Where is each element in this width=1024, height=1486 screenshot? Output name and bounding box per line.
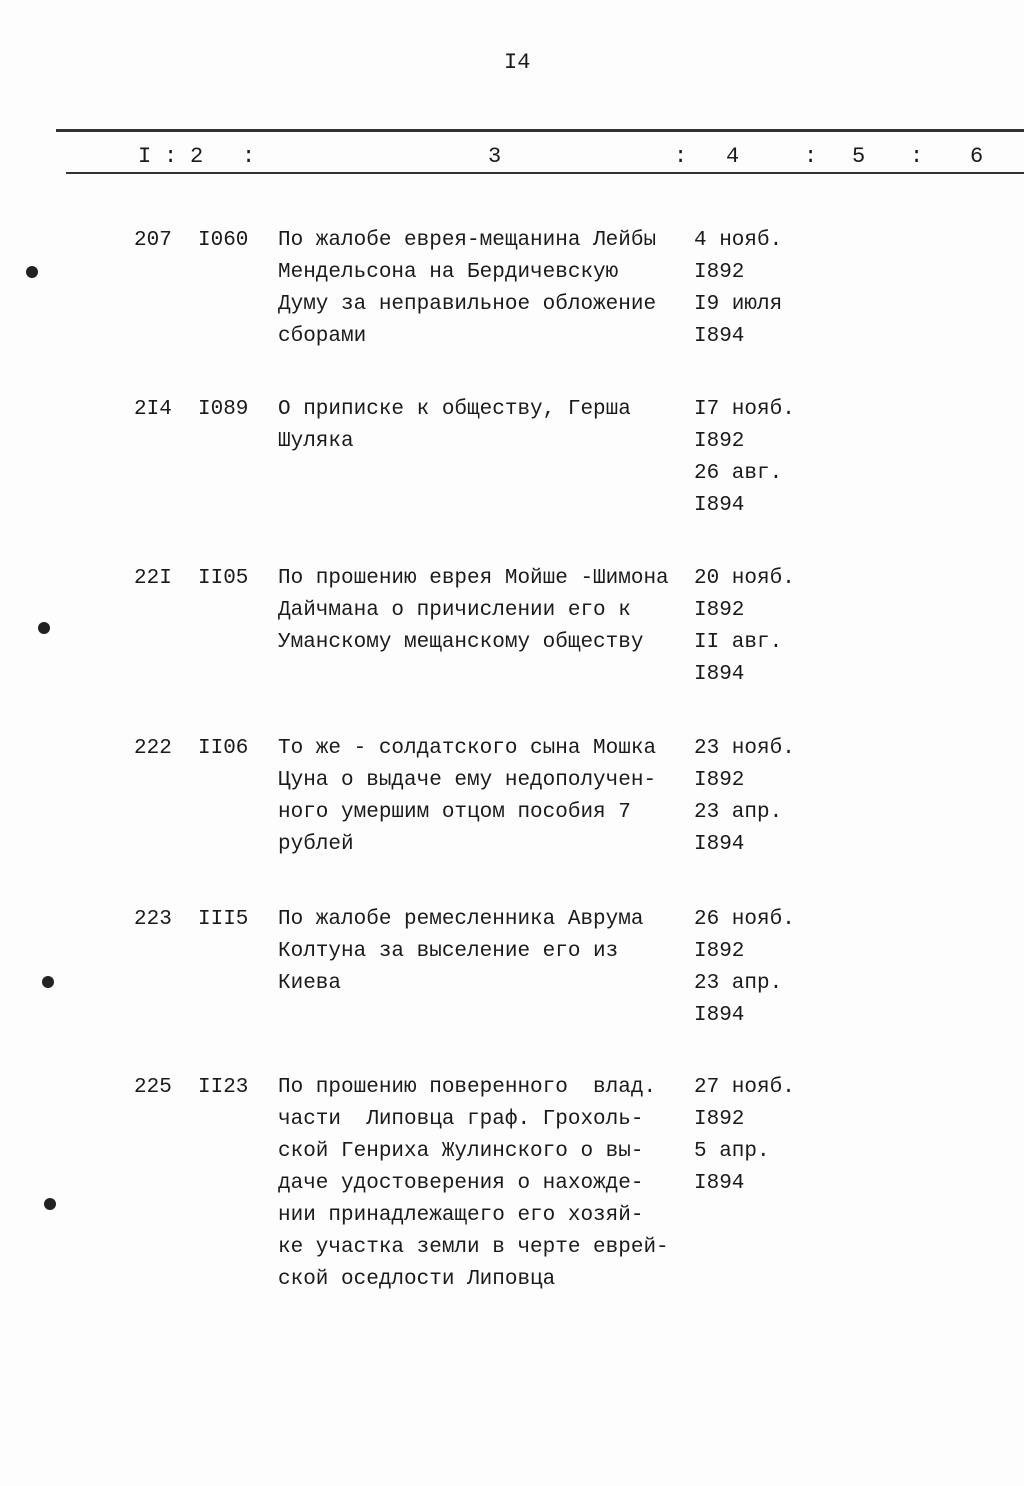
description-line: То же - солдатского сына Мошка [278, 737, 657, 760]
description-line: Колтуна за выселение его из [278, 940, 619, 963]
date-line: 23 апр. [694, 972, 783, 995]
entry-number: 207 [134, 229, 172, 252]
entry-number: 222 [134, 737, 172, 760]
description-line: По жалобе ремесленника Аврума [278, 908, 644, 931]
header-bottom-rule [66, 172, 1024, 174]
date-line: I892 [694, 769, 745, 792]
description-line: По прошению поверенного влад. [278, 1076, 657, 1099]
header-top-rule [56, 129, 1024, 132]
description-line: ного умершим отцом пособия 7 [278, 801, 631, 824]
date-line: I9 июля [694, 293, 783, 316]
date-line: 26 нояб. [694, 908, 795, 931]
punch-hole [42, 976, 54, 988]
entry-number: 223 [134, 908, 172, 931]
date-line: I892 [694, 430, 745, 453]
description-line: Киева [278, 972, 342, 995]
date-line: I894 [694, 1004, 745, 1027]
header-col5: 5 [852, 144, 866, 169]
description-line: Мендельсона на Бердичевскую [278, 261, 619, 284]
date-line: 23 нояб. [694, 737, 795, 760]
date-line: I894 [694, 1172, 745, 1195]
header-col6: 6 [970, 144, 984, 169]
description-line: Шуляка [278, 430, 354, 453]
header-col4: 4 [726, 144, 740, 169]
punch-hole [44, 1198, 56, 1210]
date-line: I894 [694, 833, 745, 856]
description-line: Дайчмана о причислении его к [278, 599, 631, 622]
date-line: I892 [694, 1108, 745, 1131]
date-line: 4 нояб. [694, 229, 783, 252]
header-sep: : [804, 144, 818, 169]
date-line: I7 нояб. [694, 398, 795, 421]
date-line: 20 нояб. [694, 567, 795, 590]
header-sep: : [674, 144, 688, 169]
entry-dates [694, 563, 795, 691]
description-line: части Липовца граф. Грохоль- [278, 1108, 644, 1131]
entry-dates [694, 225, 782, 353]
entry-dates [694, 394, 795, 522]
header-col1: I [138, 144, 152, 169]
entry-dates [694, 904, 795, 1032]
description-line: Цуна о выдаче ему недополучен- [278, 769, 657, 792]
entry-number: 225 [134, 1076, 172, 1099]
date-line: I892 [694, 261, 745, 284]
entry-dates [694, 1072, 795, 1200]
file-number: II06 [198, 737, 249, 760]
date-line: 27 нояб. [694, 1076, 795, 1099]
entry-number: 2I4 [134, 398, 172, 421]
header-sep: : [910, 144, 924, 169]
entry-description [278, 563, 669, 659]
date-line: 23 апр. [694, 801, 783, 824]
description-line: нии принадлежащего его хозяй- [278, 1204, 644, 1227]
file-number: II05 [198, 567, 249, 590]
date-line: I892 [694, 599, 745, 622]
description-line: сборами [278, 325, 367, 348]
date-line: 5 апр. [694, 1140, 770, 1163]
file-number: II23 [198, 1076, 249, 1099]
header-col3: 3 [488, 144, 502, 169]
description-line: По прошению еврея Мойше -Шимона [278, 567, 669, 590]
description-line: ской оседлости Липовца [278, 1268, 556, 1291]
entry-description [278, 733, 656, 861]
punch-hole [38, 622, 50, 634]
date-line: I894 [694, 325, 745, 348]
header-sep: : [242, 144, 256, 169]
entry-description [278, 225, 656, 353]
description-line: Думу за неправильное обложение [278, 293, 657, 316]
punch-hole [26, 266, 38, 278]
entry-description [278, 1072, 669, 1296]
date-line: I894 [694, 663, 745, 686]
description-line: рублей [278, 833, 354, 856]
date-line: I892 [694, 940, 745, 963]
header-sep: : [164, 144, 178, 169]
date-line: 26 авг. [694, 462, 783, 485]
entry-dates [694, 733, 795, 861]
file-number: I089 [198, 398, 249, 421]
date-line: II авг. [694, 631, 783, 654]
entry-description [278, 904, 643, 1000]
entry-number: 22I [134, 567, 172, 590]
description-line: ке участка земли в черте еврей- [278, 1236, 669, 1259]
description-line: ской Генриха Жулинского о вы- [278, 1140, 644, 1163]
description-line: Уманскому мещанскому обществу [278, 631, 644, 654]
page-number: I4 [504, 50, 531, 75]
file-number: III5 [198, 908, 249, 931]
header-col2: 2 [190, 144, 204, 169]
file-number: I060 [198, 229, 249, 252]
description-line: О приписке к обществу, Герша [278, 398, 631, 421]
description-line: По жалобе еврея-мещанина Лейбы [278, 229, 657, 252]
date-line: I894 [694, 494, 745, 517]
entry-description [278, 394, 631, 458]
description-line: даче удостоверения о нахожде- [278, 1172, 644, 1195]
